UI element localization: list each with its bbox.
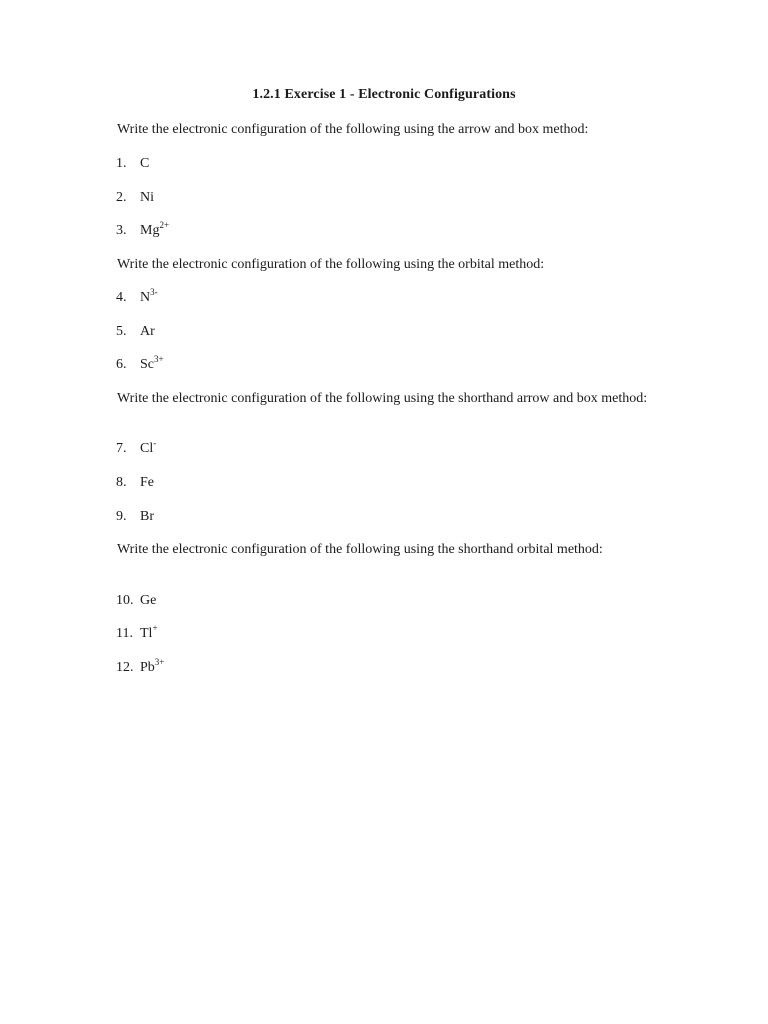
ion-charge: +	[152, 623, 158, 633]
list-item	[116, 289, 158, 306]
element-symbol: Mg	[140, 223, 160, 238]
ion-charge: -	[153, 438, 157, 448]
item-number: 11.	[116, 626, 133, 641]
list-item	[116, 222, 169, 239]
ion-charge: 3+	[154, 354, 164, 364]
item-number: 7.	[116, 441, 127, 456]
element-symbol: Ge	[140, 593, 157, 608]
element-symbol: N	[140, 290, 151, 305]
list-item	[116, 323, 155, 340]
list-item	[116, 356, 164, 373]
item-number: 2.	[116, 190, 127, 205]
list-item	[116, 508, 154, 525]
list-item	[116, 189, 154, 206]
item-number: 1.	[116, 156, 127, 171]
item-number: 3.	[116, 223, 127, 238]
element-symbol: Cl	[140, 441, 154, 456]
section-2-instruction: Write the electronic configuration of the following using the orbital method:	[117, 257, 545, 272]
element-symbol: Fe	[140, 475, 154, 490]
element-symbol: Br	[140, 509, 154, 524]
element-symbol: Ar	[140, 324, 155, 339]
item-number: 4.	[116, 290, 127, 305]
page-title: 1.2.1 Exercise 1 - Electronic Configurations	[252, 87, 516, 102]
element-symbol: Sc	[140, 357, 154, 372]
element-symbol: C	[140, 156, 150, 171]
ion-charge: 3-	[150, 287, 158, 297]
list-item	[116, 625, 158, 642]
section-3-instruction: Write the electronic configuration of the following using the shorthand arrow and box method:	[117, 391, 648, 406]
item-number: 12.	[116, 660, 134, 675]
item-number: 8.	[116, 475, 127, 490]
list-item	[116, 592, 156, 609]
element-symbol: Tl	[140, 626, 153, 641]
section-4-instruction: Write the electronic configuration of the following using the shorthand orbital method:	[117, 542, 603, 557]
element-symbol: Ni	[140, 190, 154, 205]
ion-charge: 2+	[159, 220, 170, 230]
ion-charge: 3+	[154, 657, 165, 667]
item-number: 5.	[116, 324, 127, 339]
item-number: 9.	[116, 509, 127, 524]
list-item	[116, 155, 149, 172]
item-number: 6.	[116, 357, 127, 372]
list-item	[116, 474, 154, 491]
element-symbol: Pb	[140, 660, 155, 675]
section-1-instruction: Write the electronic configuration of the following using the arrow and box method:	[117, 122, 589, 137]
list-item	[116, 659, 164, 676]
item-number: 10.	[116, 593, 134, 608]
list-item	[116, 440, 156, 457]
